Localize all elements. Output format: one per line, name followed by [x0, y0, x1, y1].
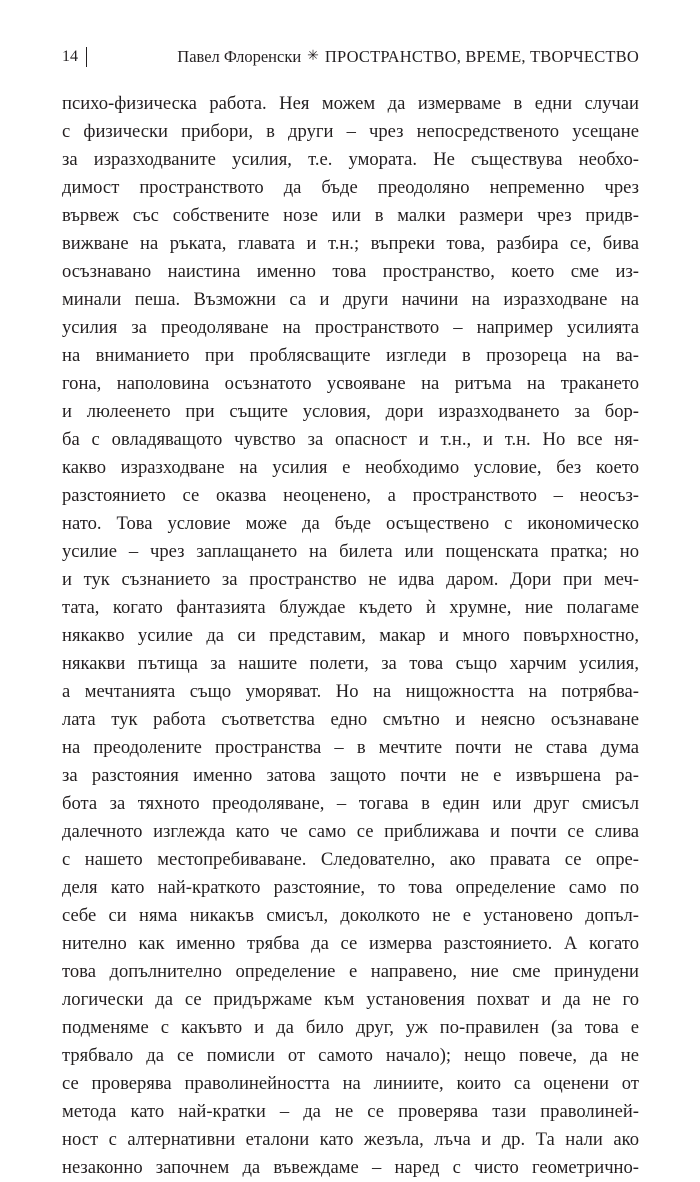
text-line: с физически прибори, в други – чрез непосредственото усещане	[62, 121, 639, 142]
text-line: някакви пътища за нашите полети, за това също харчим усилия,	[62, 653, 639, 674]
text-line: тата, когато фантазията блуждае където ѝ хрумне, ние полагаме	[62, 597, 639, 618]
text-line: метода като най-кратки – да не се проверява тази праволиней-	[62, 1101, 639, 1122]
text-line: се проверява праволинейността на линиите, които са оценени от	[62, 1073, 639, 1094]
running-header	[62, 44, 639, 70]
text-line: далечното изглежда като че само се приближава и почти се слива	[62, 821, 639, 842]
text-line: и люлеенето при същите условия, дори изразходването за бор-	[62, 401, 639, 422]
text-line: минали пеша. Възможни са и други начини на изразходване на	[62, 289, 639, 310]
text-line: и тук съзнанието за пространство не идва даром. Дори при меч-	[62, 569, 639, 590]
text-line: усилие – чрез заплащането на билета или пощенската пратка; но	[62, 541, 639, 562]
header-book-title: ПРОСТРАНСТВО, ВРЕМЕ, ТВОРЧЕСТВО	[324, 47, 639, 66]
body-text	[62, 90, 639, 1182]
header-author: Павел Флоренски	[177, 47, 302, 66]
text-line: с нашето местопребиваване. Следователно, ако правата се опре-	[62, 849, 639, 870]
header-divider	[86, 47, 87, 67]
text-line: какво изразходване на усилия е необходимо условие, без което	[62, 457, 639, 478]
text-line: вижване на ръката, главата и т.н.; въпреки това, разбира се, бива	[62, 233, 639, 254]
text-line: за разстояния именно затова защото почти не е извършена ра-	[62, 765, 639, 786]
text-line: за изразходваните усилия, т.е. умората. Не съществува необхо-	[62, 149, 639, 170]
text-line: лата тук работа съответства едно смътно и неясно осъзнаване	[62, 709, 639, 730]
text-line: нително как именно трябва да се измерва разстоянието. А когато	[62, 933, 639, 954]
text-line: ност с алтернативни еталони като жезъла, лъча и др. Та нали ако	[62, 1129, 639, 1150]
text-line: бота за тяхното преодоляване, – тогава в един или друг смисъл	[62, 793, 639, 814]
text-line: разстоянието се оказва неоценено, а пространството – неосъз-	[62, 485, 639, 506]
text-line: гона, наполовина осъзнатото усвояване на ритъма на тракането	[62, 373, 639, 394]
text-line: себе си няма никакъв смисъл, доколкото не е установено допъл-	[62, 905, 639, 926]
text-line: на преодолените пространства – в мечтите почти не става дума	[62, 737, 639, 758]
text-line: трябвало да се помисли от самото начало); нещо повече, да не	[62, 1045, 639, 1066]
text-line: на вниманието при проблясващите изгледи в прозореца на ва-	[62, 345, 639, 366]
text-line: това допълнително определение е направено, ние сме принудени	[62, 961, 639, 982]
text-line: вървеж със собствените нозе или в малки размери чрез придв-	[62, 205, 639, 226]
text-line: подменяме с какъвто и да било друг, уж по-правилен (за това е	[62, 1017, 639, 1038]
asterisk-ornament-icon: ✳	[307, 49, 319, 64]
text-line: нато. Това условие може да бъде осъществено с икономическо	[62, 513, 639, 534]
page-number: 14	[62, 48, 78, 65]
text-line: незаконно започнем да въвеждаме – наред с чисто геометрично-	[62, 1157, 639, 1178]
text-line: усилия за преодоляване на пространството – например усилията	[62, 317, 639, 338]
text-line: ба с овладяващото чувство за опасност и т.н., и т.н. Но все ня-	[62, 429, 639, 450]
text-line: логически да се придържаме към установения похват и да не го	[62, 989, 639, 1010]
text-line: деля като най-краткото разстояние, то това определение само по	[62, 877, 639, 898]
text-line: а мечтанията също уморяват. Но на нищожността на потрябва-	[62, 681, 639, 702]
running-head	[177, 47, 639, 67]
text-line: осъзнавано наистина именно това пространство, което сме из-	[62, 261, 639, 282]
text-line: психо-физическа работа. Нея можем да измерваме в едни случаи	[62, 93, 639, 114]
text-line: някакво усилие да си представим, макар и много повърхностно,	[62, 625, 639, 646]
text-line: димост пространството да бъде преодоляно непременно чрез	[62, 177, 639, 198]
